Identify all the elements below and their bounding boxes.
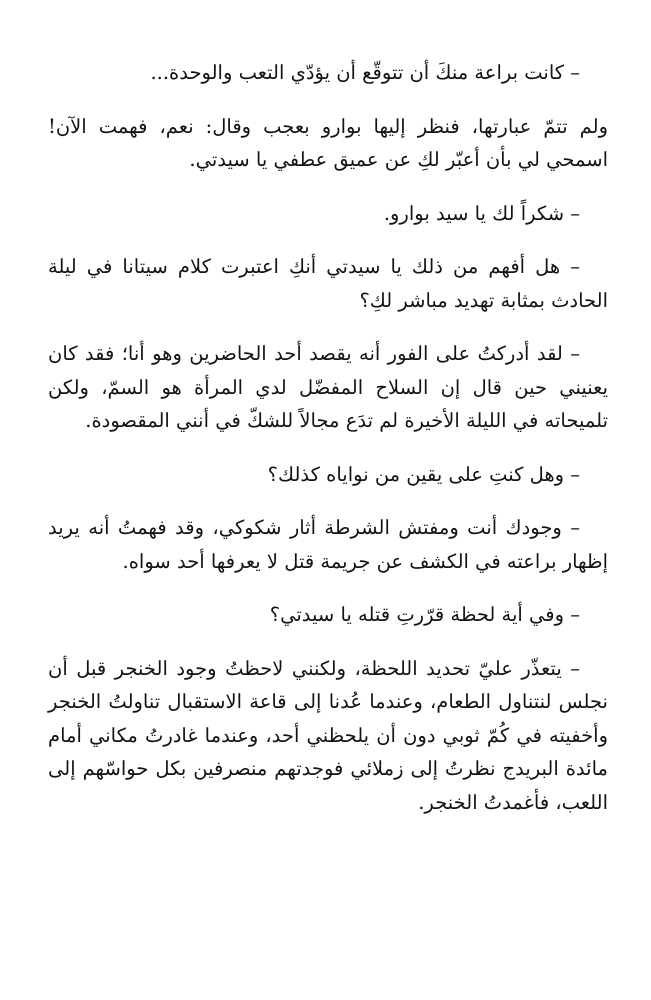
paragraph-7: – وجودك أنت ومفتش الشرطة أثار شكوكي، وقد فهمتُ أنه يريد إظهار براعته في الكشف عن جريمة قتل لا يعرفها أحد سواه.: [48, 516, 608, 573]
paragraph-1: – كانت براعة منكَ أن تتوقّع أن يؤدّي التعب والوحدة...: [150, 61, 580, 84]
paragraph-4: – هل أفهم من ذلك يا سيدتي أنكِ اعتبرت كلام سيتانا في ليلة الحادث بمثابة تهديد مباشر لكِ؟: [48, 255, 608, 312]
paragraph-3: – شكراً لك يا سيد بوارو.: [383, 201, 580, 225]
paragraph-2: ولم تتمّ عبارتها، فنظر إليها بوارو بعجب وقال: نعم، فهمت الآن! اسمحي لي بأن أعبّر لكِ عن عميق عطفي يا سيدتي.: [48, 114, 608, 171]
paragraph-5: – لقد أدركتُ على الفور أنه يقصد أحد الحاضرين وهو أنا؛ فقد كان يعنيني حين قال إن السلاح المفضّل لدي المرأة هو السمّ، ولكن تلميحاته في الليلة الأخيرة لم تدَع مجالاً للشكّ في أنني المقصودة.: [48, 342, 608, 432]
paragraph-6: – وهل كنتِ على يقين من نواياه كذلك؟: [267, 462, 580, 486]
book-page: [48, 56, 608, 839]
paragraph-9: – يتعذّر عليّ تحديد اللحظة، ولكنني لاحظتُ وجود الخنجر قبل أن نجلس لنتناول الطعام، وعندما عُدنا إلى قاعة الاستقبال تناولتُ الخنجر وأخفيته في كُمّ ثوبي دون أن يلحظني أحد، وعندما غادرتُ مكاني أمام مائدة البريدج نظرتُ إلى زملائي فوجدتهم منصرفين بكل حواسّهم إلى اللعب، فأغمدتُ الخنجر.: [48, 656, 608, 814]
paragraph-8: – وفي أية لحظة قرّرتِ قتله يا سيدتي؟: [269, 603, 580, 626]
